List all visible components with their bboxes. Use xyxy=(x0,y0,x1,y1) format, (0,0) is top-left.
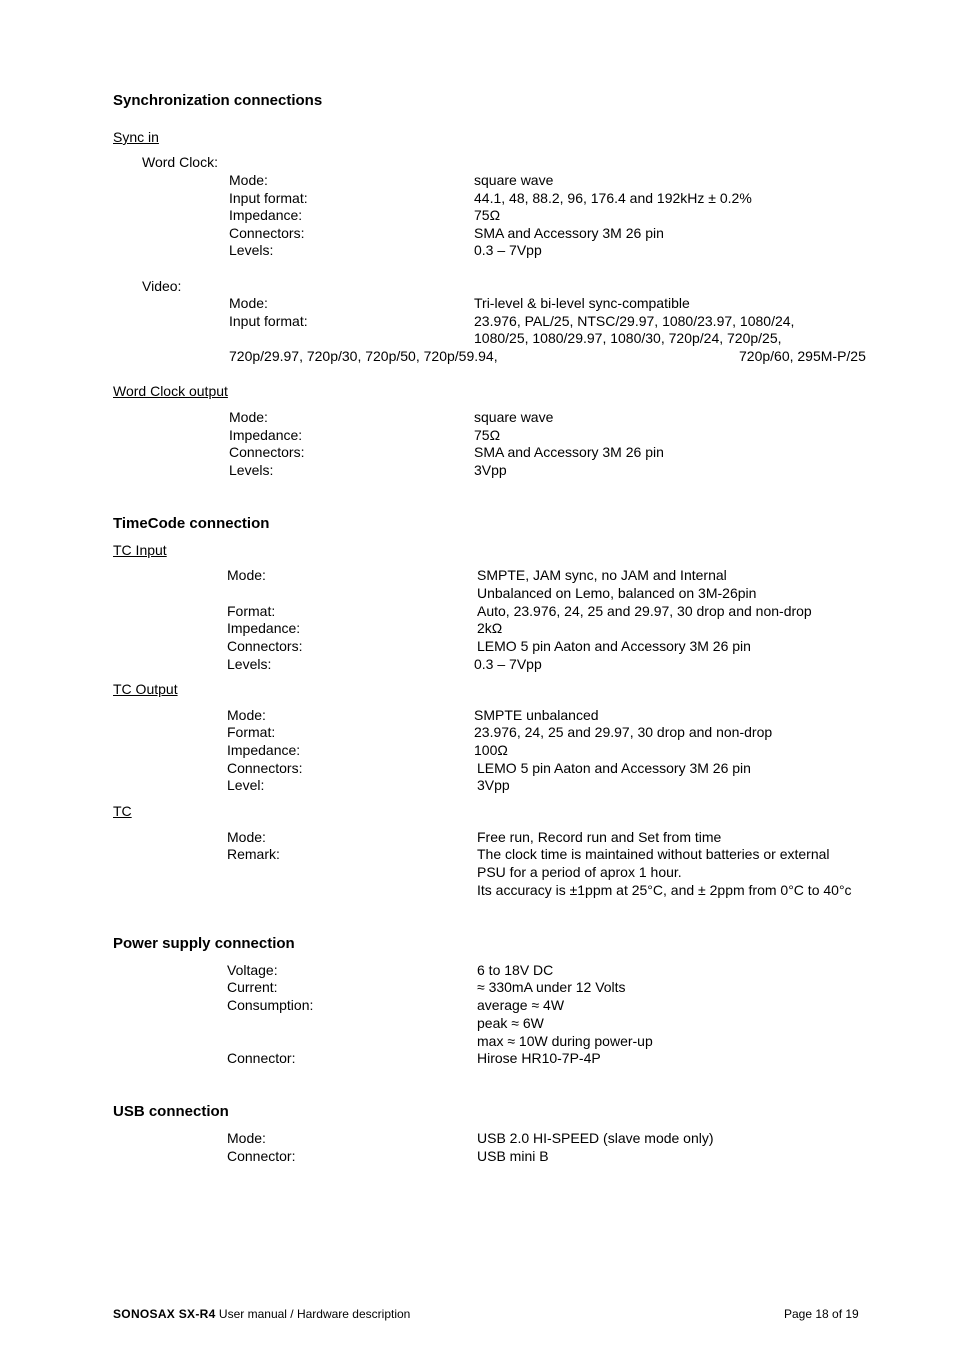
spec-value: Its accuracy is ±1ppm at 25°C, and ± 2ppm from 0°C to 40°c xyxy=(477,882,852,898)
spec-value: 6 to 18V DC xyxy=(477,962,554,978)
power-heading: Power supply connection xyxy=(113,935,295,952)
spec-value: 100Ω xyxy=(474,742,508,758)
spec-key: Connectors: xyxy=(227,638,303,654)
spec-value: LEMO 5 pin Aaton and Accessory 3M 26 pin xyxy=(477,760,751,776)
spec-key: Impedance: xyxy=(227,620,301,636)
spec-value: SMA and Accessory 3M 26 pin xyxy=(474,225,664,241)
spec-key: Mode: xyxy=(227,1130,266,1146)
spec-key: Mode: xyxy=(229,172,268,188)
spec-value: Tri-level & bi-level sync-compatible xyxy=(474,295,690,311)
spec-key: Levels: xyxy=(229,462,274,478)
spec-value: 75Ω xyxy=(474,427,501,443)
spec-key: Remark: xyxy=(227,846,280,862)
wc-output-title: Word Clock output xyxy=(113,383,228,399)
spec-key: Voltage: xyxy=(227,962,278,978)
spec-key: Levels: xyxy=(229,242,274,258)
spec-value: square wave xyxy=(474,172,554,188)
spec-value: Free run, Record run and Set from time xyxy=(477,829,722,845)
spec-value: LEMO 5 pin Aaton and Accessory 3M 26 pin xyxy=(477,638,751,654)
spec-value: The clock time is maintained without batteries or external xyxy=(477,846,830,862)
word-clock-label: Word Clock: xyxy=(142,154,218,170)
spec-value: 23.976, PAL/25, NTSC/29.97, 1080/23.97, 1080/24, xyxy=(474,313,795,329)
spec-value: 0.3 – 7Vpp xyxy=(474,656,542,672)
video-label: Video: xyxy=(142,278,182,294)
page-number: Page 18 of 19 xyxy=(784,1307,859,1321)
spec-key: Connector: xyxy=(227,1148,296,1164)
spec-value: Hirose HR10-7P-4P xyxy=(477,1050,601,1066)
spec-key: Mode: xyxy=(229,295,268,311)
spec-value: 75Ω xyxy=(474,207,501,223)
page-footer xyxy=(113,1306,410,1323)
spec-key: Input format: xyxy=(229,190,308,206)
spec-value: SMPTE unbalanced xyxy=(474,707,599,723)
spec-key: Level: xyxy=(227,777,265,793)
spec-value: 720p/29.97, 720p/30, 720p/50, 720p/59.94, xyxy=(229,348,498,364)
spec-key: Format: xyxy=(227,603,276,619)
footer-text: User manual / Hardware description xyxy=(215,1307,411,1321)
sync-in-title: Sync in xyxy=(113,129,159,145)
spec-value: USB mini B xyxy=(477,1148,549,1164)
spec-key: Impedance: xyxy=(227,742,301,758)
spec-key: Levels: xyxy=(227,656,272,672)
timecode-heading: TimeCode connection xyxy=(113,515,270,532)
tc-input-title: TC Input xyxy=(113,542,167,558)
spec-key: Input format: xyxy=(229,313,308,329)
spec-value: 23.976, 24, 25 and 29.97, 30 drop and non-drop xyxy=(474,724,773,740)
spec-key: Consumption: xyxy=(227,997,314,1013)
spec-key: Connectors: xyxy=(229,444,305,460)
spec-value: square wave xyxy=(474,409,554,425)
spec-key: Mode: xyxy=(227,567,266,583)
footer-brand: SONOSAX SX-R4 xyxy=(113,1307,216,1321)
sync-heading: Synchronization connections xyxy=(113,92,323,109)
spec-value: 2kΩ xyxy=(477,620,503,636)
spec-value: average ≈ 4W xyxy=(477,997,565,1013)
spec-key: Format: xyxy=(227,724,276,740)
usb-heading: USB connection xyxy=(113,1103,229,1120)
spec-key: Connector: xyxy=(227,1050,296,1066)
spec-key: Connectors: xyxy=(229,225,305,241)
spec-value: peak ≈ 6W xyxy=(477,1015,544,1031)
spec-key: Mode: xyxy=(227,707,266,723)
spec-value: 3Vpp xyxy=(477,777,510,793)
spec-key: Mode: xyxy=(229,409,268,425)
spec-value: 44.1, 48, 88.2, 96, 176.4 and 192kHz ± 0.2% xyxy=(474,190,752,206)
spec-value: PSU for a period of aprox 1 hour. xyxy=(477,864,682,880)
spec-value: 0.3 – 7Vpp xyxy=(474,242,542,258)
spec-key: Connectors: xyxy=(227,760,303,776)
spec-key: Current: xyxy=(227,979,278,995)
spec-value: USB 2.0 HI-SPEED (slave mode only) xyxy=(477,1130,714,1146)
spec-value: Auto, 23.976, 24, 25 and 29.97, 30 drop and non-drop xyxy=(477,603,812,619)
tc-title: TC xyxy=(113,803,132,819)
spec-value: Unbalanced on Lemo, balanced on 3M-26pin xyxy=(477,585,757,601)
spec-key: Mode: xyxy=(227,829,266,845)
spec-value: 1080/25, 1080/29.97, 1080/30, 720p/24, 720p/25, xyxy=(474,330,782,346)
spec-key: Impedance: xyxy=(229,427,303,443)
spec-value: 720p/60, 295M-P/25 xyxy=(739,348,866,364)
spec-value: ≈ 330mA under 12 Volts xyxy=(477,979,626,995)
spec-value: max ≈ 10W during power-up xyxy=(477,1033,653,1049)
spec-value: SMA and Accessory 3M 26 pin xyxy=(474,444,664,460)
spec-value: SMPTE, JAM sync, no JAM and Internal xyxy=(477,567,727,583)
tc-output-title: TC Output xyxy=(113,681,178,697)
spec-value: 3Vpp xyxy=(474,462,507,478)
spec-key: Impedance: xyxy=(229,207,303,223)
